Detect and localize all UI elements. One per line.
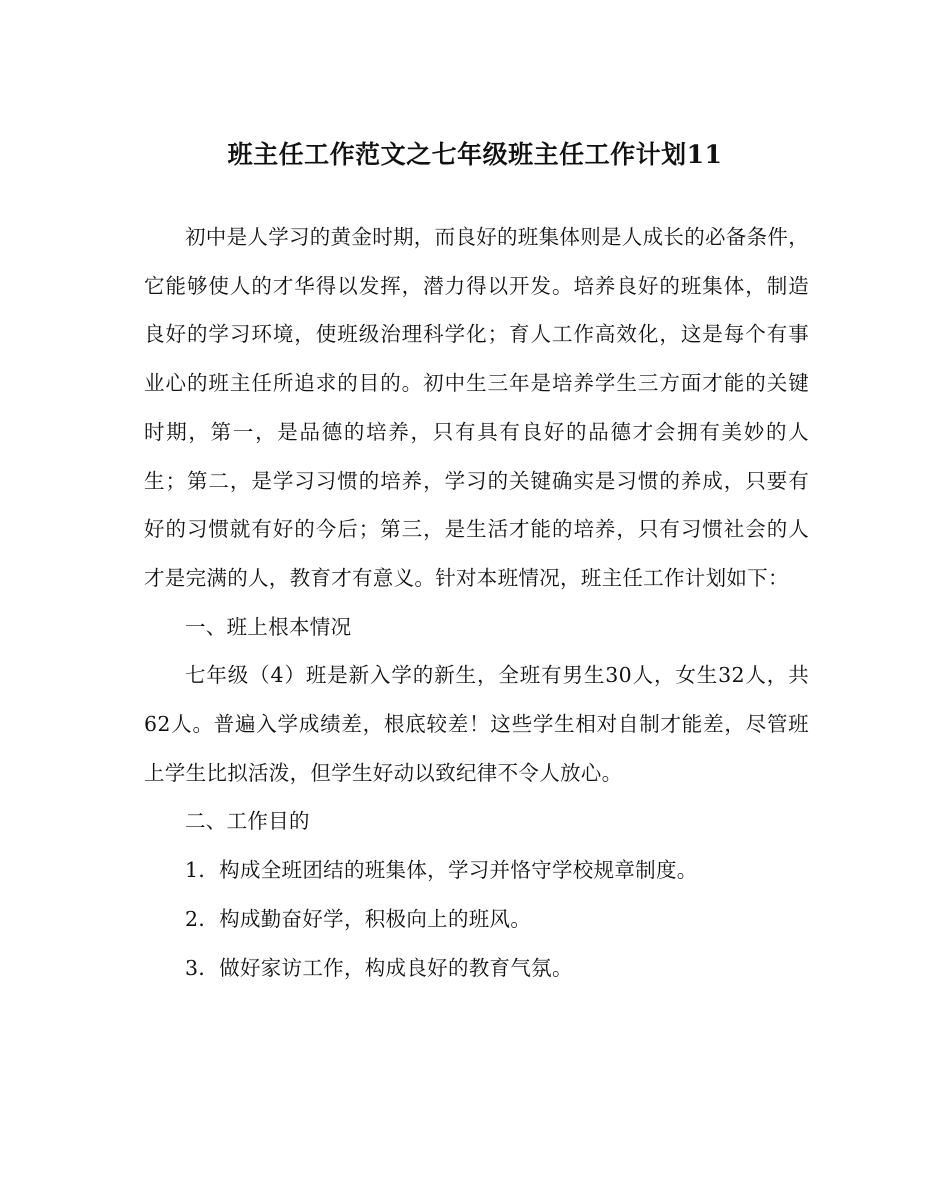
paragraph-class-situation <box>144 651 809 797</box>
text-line: 个有事业心的班主任所追求的目的。初中生三年是培养学生三方面才 <box>144 322 809 396</box>
goal-item-3 <box>144 944 809 993</box>
text-line: 习惯社会的人才是完满的人，教育才有意义。针对本班情况，班主任 <box>144 517 809 590</box>
section-heading-class-situation <box>144 603 809 652</box>
text-line: 管班上学生比拟活泼，但学生好动以致纪律不令人放心。 <box>144 712 809 785</box>
text-line: 成，只要有好的习惯就有好的今后；第三，是生活才能的培养，只有 <box>144 468 809 542</box>
document-title: 班主任工作范文之七年级班主任工作计划11 <box>227 140 723 169</box>
goal-item-2 <box>144 895 809 944</box>
text-line: 美妙的人生；第二，是学习习惯的培养，学习的关键确实是习惯的养 <box>144 419 809 493</box>
paragraph-intro <box>144 213 809 603</box>
text-line: 制造良好的学习环境，使班级治理科学化；育人工作高效化，这是每 <box>144 273 809 347</box>
text-line: 七年级（4）班是新入学的新生，全班有男生30人，女生32人， <box>185 663 789 688</box>
text-line: 初中是人学习的黄金时期，而良好的班集体则是人成长的必备条 <box>185 225 768 249</box>
text-line: 共62人。普遍入学成绩差，根底较差！这些学生相对自制才能差，尽 <box>144 663 809 737</box>
document-body <box>144 213 809 992</box>
text-line: 能的关键时期，第一，是品德的培养，只有具有良好的品德才会拥有 <box>144 371 809 444</box>
text-line: 1．构成全班团结的班集体，学习并恪守学校规章制度。 <box>185 858 698 883</box>
text-line: 工作计划如下： <box>643 565 789 590</box>
section-heading-work-goals <box>144 797 809 846</box>
text-line: 件，它能够使人的才华得以发挥，潜力得以开发。培养良好的班集体， <box>144 225 810 298</box>
text-line: 2．构成勤奋好学，积极向上的班风。 <box>185 906 532 931</box>
text-line: 一、班上根本情况 <box>185 614 352 639</box>
text-line: 二、工作目的 <box>185 809 310 834</box>
goal-item-1 <box>144 846 809 895</box>
text-line: 3．做好家访工作，构成良好的教育气氛。 <box>185 955 573 980</box>
